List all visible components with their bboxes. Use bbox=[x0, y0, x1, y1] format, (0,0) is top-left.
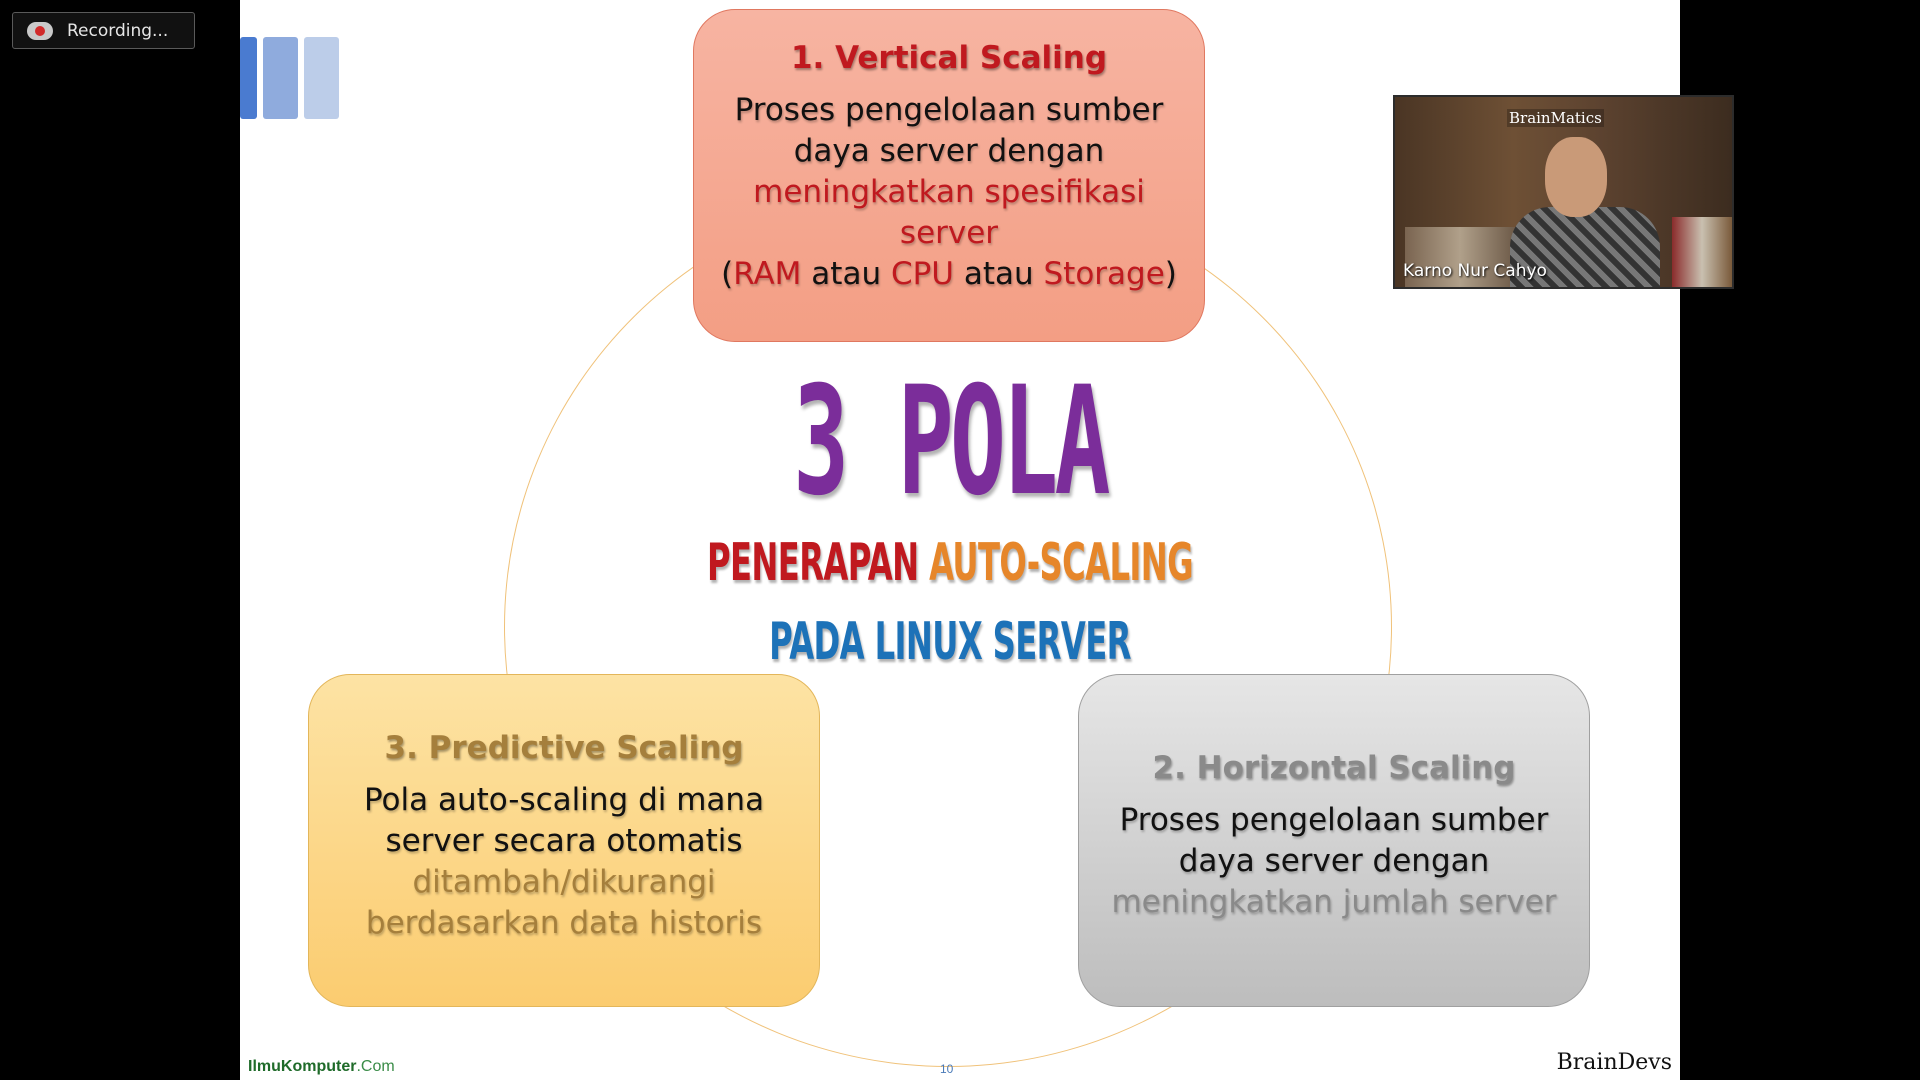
box-line: server bbox=[899, 215, 999, 251]
deco-bar-icon bbox=[240, 37, 257, 119]
box-line: meningkatkan spesifikasi bbox=[753, 174, 1145, 210]
box-title: 3. Predictive Scaling bbox=[384, 730, 744, 766]
box-line: berdasarkan data historis bbox=[365, 905, 763, 941]
box-title: 1. Vertical Scaling bbox=[790, 40, 1108, 76]
box-line: meningkatkan jumlah server bbox=[1111, 884, 1557, 920]
horizontal-scaling-box bbox=[1078, 674, 1590, 1007]
participant-head bbox=[1545, 137, 1607, 217]
predictive-scaling-box bbox=[308, 674, 820, 1007]
box-line: daya server dengan bbox=[1178, 843, 1490, 879]
footer-brand-right: BrainDevs bbox=[1556, 1050, 1672, 1075]
vertical-scaling-box bbox=[693, 9, 1205, 342]
box-title: 2. Horizontal Scaling bbox=[1152, 750, 1516, 786]
box-line: Proses pengelolaan sumber bbox=[734, 92, 1164, 128]
participant-name: Karno Nur Cahyo bbox=[1403, 261, 1547, 281]
subtitle-penerapan: PENERAPAN AUTO-SCALING bbox=[707, 533, 1193, 593]
box-line: Proses pengelolaan sumber bbox=[1119, 802, 1549, 838]
box-line: (RAM atau CPU atau Storage) bbox=[721, 256, 1177, 292]
cloud-record-icon bbox=[27, 18, 53, 44]
box-line: Pola auto-scaling di mana bbox=[363, 782, 765, 818]
box-line: server secara otomatis bbox=[385, 823, 743, 859]
footer-brand-left: IlmuKomputer.Com bbox=[248, 1058, 395, 1075]
recording-label: Recording... bbox=[67, 20, 169, 41]
deco-bar-icon bbox=[304, 37, 339, 119]
page-number: 10 bbox=[940, 1062, 954, 1076]
headline: 3 POLA bbox=[793, 355, 1107, 529]
deco-bar-icon bbox=[263, 37, 298, 119]
box-line: ditambah/dikurangi bbox=[412, 864, 716, 900]
bookshelf bbox=[1672, 217, 1732, 287]
participant-video-tile[interactable] bbox=[1393, 95, 1734, 289]
subtitle-pada: PADA LINUX SERVER bbox=[769, 612, 1131, 672]
recording-indicator[interactable] bbox=[12, 12, 195, 49]
box-line: daya server dengan bbox=[793, 133, 1105, 169]
backdrop-logo: BrainMatics bbox=[1509, 109, 1602, 127]
